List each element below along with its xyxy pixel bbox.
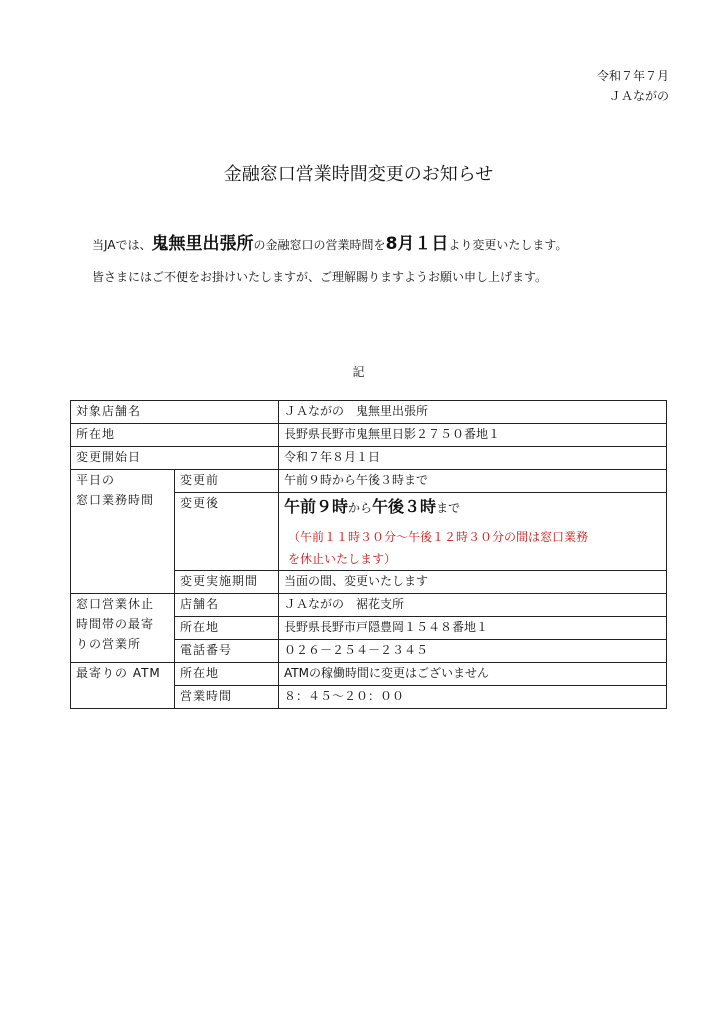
cell-label: 所在地 [175, 617, 279, 640]
header-date-block [597, 66, 669, 106]
cell-label: りの営業所 [76, 637, 142, 651]
cell-label: 店舗名 [175, 594, 279, 617]
weekday-hours-label [71, 470, 175, 594]
page-title: 金融窓口営業時間変更のお知らせ [223, 164, 494, 185]
table-row [71, 447, 667, 470]
cell-value: ８：４５～２０：００ [279, 686, 667, 709]
table-row [71, 424, 667, 447]
cell-label: 変更開始日 [71, 447, 279, 470]
cell-label: 窓口営業休止 [76, 597, 155, 611]
cell-label: 変更実施期間 [175, 571, 279, 594]
cell-label: 所在地 [71, 424, 279, 447]
table-row [71, 663, 667, 686]
notice-line-2: 皆さまにはご不便をお掛けいたしますが、ご理解賜りますようお願い申し上げます。 [92, 270, 548, 284]
cell-label: 平日の [76, 473, 116, 487]
cell-value: ＪＡながの 裾花支所 [279, 594, 667, 617]
branch-name: 鬼無里出張所 [151, 234, 254, 254]
header-date: 令和７年７月 [596, 69, 669, 83]
hours-end: 午後３時 [372, 497, 437, 516]
hours-joiner: から [348, 501, 373, 515]
cell-value: 長野県長野市鬼無里日影２７５０番地１ [279, 424, 667, 447]
after-value-cell [279, 493, 667, 571]
details-table [70, 400, 667, 709]
table-row [71, 401, 667, 424]
notice-text: の金融窓口の営業時間を [253, 238, 386, 252]
header-org: ＪＡながの [608, 89, 669, 103]
nearest-office-label [71, 594, 175, 663]
cell-label: 電話番号 [175, 640, 279, 663]
cell-value: ＪＡながの 鬼無里出張所 [279, 401, 667, 424]
cell-value: ATMの稼働時間に変更はございません [279, 663, 667, 686]
change-date: 8月１日 [385, 234, 449, 254]
hours-suffix: まで [436, 501, 461, 515]
note-line: （午前１１時３０分～午後１２時３０分の間は窓口業務 [288, 530, 589, 544]
hours-start: 午前９時 [284, 497, 349, 516]
suspension-note [284, 526, 661, 570]
cell-value: 当面の間、変更いたします [279, 571, 667, 594]
cell-label: 対象店舗名 [71, 401, 279, 424]
cell-value: 午前９時から午後３時まで [279, 470, 667, 493]
table-row [71, 470, 667, 493]
note-line: を休止いたします） [288, 552, 397, 566]
notice-line-1 [92, 229, 567, 254]
cell-label: 最寄りの ATM [71, 663, 175, 709]
after-hours [284, 493, 661, 526]
notice-text: より変更いたします。 [448, 238, 568, 252]
cell-label: 変更後 [175, 493, 279, 571]
cell-value: ０２６－２５４－２３４５ [279, 640, 667, 663]
cell-value: 長野県長野市戸隠豊岡１５４８番地１ [279, 617, 667, 640]
cell-label: 窓口業務時間 [76, 493, 155, 507]
cell-label: 所在地 [175, 663, 279, 686]
cell-label: 変更前 [175, 470, 279, 493]
table-row [71, 594, 667, 617]
cell-label: 時間帯の最寄 [76, 617, 155, 631]
cell-label: 営業時間 [175, 686, 279, 709]
cell-value: 令和７年８月１日 [279, 447, 667, 470]
ki-mark: 記 [352, 365, 365, 379]
notice-text: 当JAでは、 [92, 238, 152, 252]
